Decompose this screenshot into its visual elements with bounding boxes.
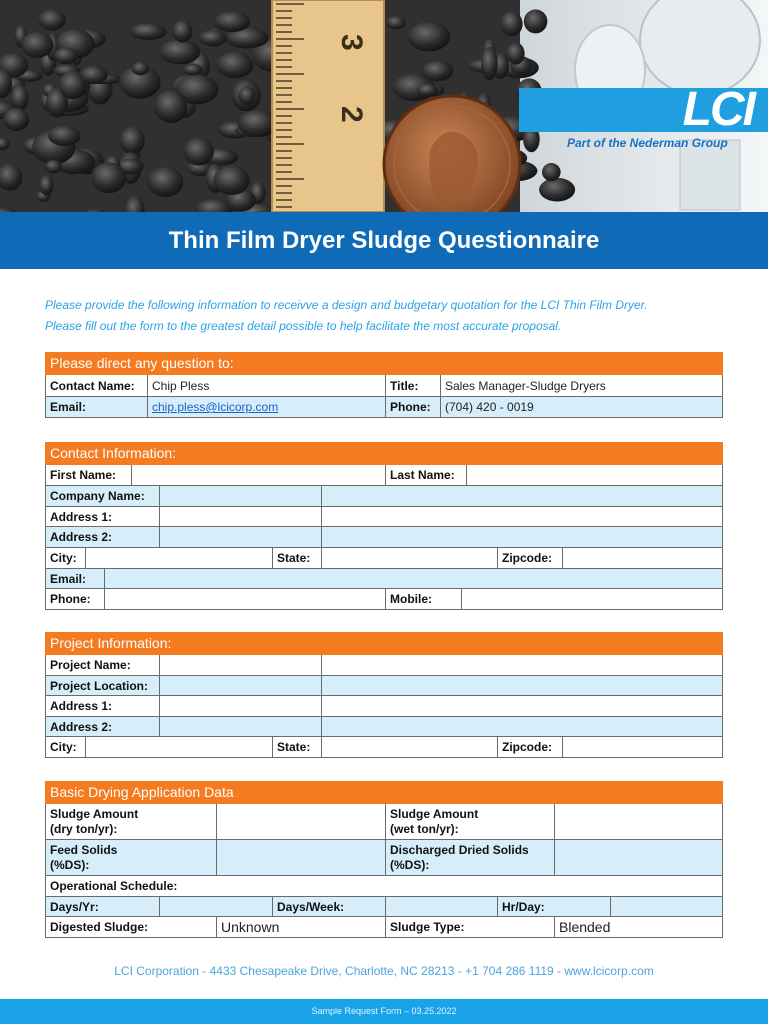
last-name-field[interactable] — [466, 465, 722, 485]
rock-granule — [45, 160, 62, 173]
project-address1-field[interactable] — [159, 696, 321, 716]
contact-email-label: Email: — [50, 571, 87, 586]
rock-granule — [239, 86, 256, 105]
footer-bar: Sample Request Form – 03.25.2022 — [0, 999, 768, 1024]
state-label: State: — [272, 548, 321, 568]
rock-granule — [91, 162, 126, 193]
company-name-label: Company Name: — [50, 489, 145, 503]
company-name-field[interactable] — [159, 486, 321, 506]
project-location-field[interactable] — [159, 676, 321, 695]
sludge-wet-label — [385, 804, 554, 839]
project-info-header: Project Information: — [45, 632, 723, 655]
project-location-row — [45, 676, 723, 696]
intro-line-1: Please provide the following information to receivve a design and budgetary quotation for the LCI Thin Film Dryer. — [45, 298, 648, 312]
rock-granule — [183, 64, 203, 75]
rock-granule — [481, 47, 498, 80]
days-yr-field[interactable] — [159, 897, 272, 916]
sludge-wet-field[interactable] — [554, 804, 722, 839]
rock-granule — [524, 9, 548, 33]
project-address2-row — [45, 717, 723, 737]
project-address1-field-2[interactable] — [321, 696, 722, 716]
city-field[interactable] — [85, 548, 272, 568]
rock-granule — [38, 10, 66, 31]
rock-granule — [132, 62, 149, 76]
sludge-type-label: Sludge Type: — [385, 917, 554, 937]
phone-label: Phone: — [385, 397, 440, 417]
page-title: Thin Film Dryer Sludge Questionnaire — [168, 226, 600, 254]
contact-email-field[interactable] — [104, 569, 722, 588]
zipcode-label: Zipcode: — [497, 548, 562, 568]
footer-address: LCI Corporation - 4433 Chesapeake Drive, Charlotte, NC 28213 - +1 704 286 1119 - www.lcicorp.com — [114, 964, 654, 978]
project-address1-label: Address 1: — [50, 699, 113, 713]
contact-name-label: Contact Name: — [50, 378, 135, 393]
project-city-row — [45, 737, 723, 758]
rock-granule — [147, 167, 183, 197]
title-bar — [0, 212, 768, 269]
contact-name-value[interactable]: Chip Pless — [147, 375, 385, 396]
hero-photo — [0, 0, 768, 212]
lci-logo: LCI — [682, 83, 754, 136]
project-address1-row — [45, 696, 723, 717]
city-label: City: — [50, 551, 77, 565]
discharged-solids-label — [385, 840, 554, 875]
address1-field-2[interactable] — [321, 507, 722, 526]
svg-text:2: 2 — [335, 106, 368, 123]
rock-granule — [417, 84, 438, 97]
hr-day-label: Hr/Day: — [497, 897, 610, 916]
feed-solids-label-line2: (%DS): — [50, 857, 90, 872]
address1-row — [45, 507, 723, 527]
contact-info-header: Contact Information: — [45, 442, 723, 465]
company-name-field-2[interactable] — [321, 486, 722, 506]
schedule-values-row — [45, 897, 723, 917]
rock-granule — [501, 12, 523, 37]
feed-solids-label-line1: Feed Solids — [50, 842, 118, 857]
sludge-wet-label-line2: (wet ton/yr): — [390, 821, 459, 836]
rock-granule — [213, 166, 249, 195]
sludge-dry-field[interactable] — [216, 804, 385, 839]
state-field[interactable] — [321, 548, 497, 568]
address2-label: Address 2: — [50, 530, 113, 544]
sludge-dry-label-line2: (dry ton/yr): — [50, 821, 118, 836]
contact-phone-label: Phone: — [50, 592, 91, 606]
rock-granule — [130, 23, 167, 40]
address2-field-2[interactable] — [321, 527, 722, 547]
project-zipcode-field[interactable] — [562, 737, 722, 757]
rock-granule — [3, 108, 29, 131]
title-value[interactable]: Sales Manager-Sludge Dryers — [440, 375, 722, 396]
first-name-label: First Name: — [50, 468, 117, 482]
drying-data-section — [45, 781, 723, 938]
last-name-label: Last Name: — [385, 465, 466, 485]
project-address2-label: Address 2: — [50, 719, 113, 734]
email-value-cell — [147, 397, 385, 417]
days-week-field[interactable] — [385, 897, 497, 916]
intro-text — [45, 295, 735, 337]
company-row — [45, 486, 723, 507]
project-name-row — [45, 655, 723, 676]
project-info-section — [45, 632, 723, 758]
project-state-field[interactable] — [321, 737, 497, 757]
rock-granule — [184, 138, 214, 166]
schedule-row — [45, 876, 723, 897]
hr-day-field[interactable] — [610, 897, 722, 916]
rock-granule — [54, 48, 79, 65]
rock-granule — [154, 90, 187, 123]
digested-sludge-value[interactable]: Unknown — [216, 917, 385, 937]
rock-granule — [507, 42, 525, 64]
project-city-label: City: — [50, 740, 77, 754]
intro-line-2: Please fill out the form to the greatest detail possible to help facilitate the most accurate proposal. — [45, 319, 562, 333]
rock-granule — [539, 178, 575, 202]
contact-phone-field[interactable] — [104, 589, 385, 609]
city-row — [45, 548, 723, 569]
email-phone-row — [45, 397, 723, 418]
days-week-label: Days/Week: — [272, 897, 385, 916]
rock-granule — [386, 16, 406, 29]
email-label: Email: — [50, 400, 87, 414]
days-yr-label: Days/Yr: — [50, 899, 99, 914]
address1-field[interactable] — [159, 507, 321, 526]
rock-granule — [199, 30, 228, 46]
direct-questions-header: Please direct any question to: — [45, 352, 723, 375]
rock-granule — [21, 32, 53, 58]
title-label: Title: — [385, 375, 440, 396]
phone-row — [45, 589, 723, 610]
solids-row — [45, 840, 723, 876]
operational-schedule-label: Operational Schedule: — [50, 879, 178, 893]
name-row — [45, 465, 723, 486]
discharged-solids-field[interactable] — [554, 840, 722, 875]
project-name-label: Project Name: — [50, 658, 131, 672]
rock-granule — [172, 20, 192, 42]
rock-granule — [120, 127, 145, 155]
project-zipcode-label: Zipcode: — [497, 737, 562, 757]
feed-solids-label — [46, 840, 216, 875]
rock-granule — [422, 61, 454, 81]
project-name-field[interactable] — [159, 655, 321, 675]
sludge-dry-label — [46, 804, 216, 839]
rock-granule — [80, 66, 108, 84]
rock-granule — [214, 11, 250, 32]
rock-granule — [159, 40, 200, 65]
digested-sludge-label: Digested Sludge: — [50, 920, 149, 934]
rock-granule — [48, 126, 81, 146]
sludge-type-value[interactable]: Blended — [554, 917, 722, 937]
contact-name-row — [45, 375, 723, 397]
rock-granule — [407, 22, 450, 51]
project-location-label: Project Location: — [50, 678, 149, 693]
contact-info-section — [45, 442, 723, 610]
mobile-field[interactable] — [461, 589, 722, 609]
svg-text:3: 3 — [335, 34, 368, 51]
discharged-solids-label-line2: (%DS): — [390, 857, 430, 872]
phone-value[interactable]: (704) 420 - 0019 — [440, 397, 722, 417]
project-city-field[interactable] — [85, 737, 272, 757]
email-row — [45, 569, 723, 589]
project-address2-field-2[interactable] — [321, 717, 722, 736]
project-location-field-2[interactable] — [321, 676, 722, 695]
first-name-field[interactable] — [131, 465, 385, 485]
sludge-amount-row — [45, 804, 723, 840]
sludge-type-row — [45, 917, 723, 938]
logo-band — [519, 83, 768, 136]
feed-solids-field[interactable] — [216, 840, 385, 875]
project-address2-field[interactable] — [159, 717, 321, 736]
zipcode-field[interactable] — [562, 548, 722, 568]
rock-granule — [216, 52, 253, 79]
logo-subtitle: Part of the Nederman Group — [567, 136, 728, 150]
address2-field[interactable] — [159, 527, 321, 547]
email-link[interactable]: chip.pless@lcicorp.com — [152, 400, 279, 414]
rock-granule — [542, 163, 561, 181]
sludge-wet-label-line1: Sludge Amount — [390, 806, 479, 821]
project-state-label: State: — [272, 737, 321, 757]
direct-questions-section — [45, 352, 723, 418]
drying-data-header: Basic Drying Application Data — [45, 781, 723, 804]
discharged-solids-label-line1: Discharged Dried Solids — [390, 842, 529, 857]
mobile-label: Mobile: — [385, 589, 461, 609]
rock-granule — [39, 175, 53, 195]
sludge-dry-label-line1: Sludge Amount — [50, 806, 139, 821]
address1-label: Address 1: — [50, 509, 113, 524]
project-name-field-2[interactable] — [321, 655, 722, 675]
address2-row — [45, 527, 723, 548]
